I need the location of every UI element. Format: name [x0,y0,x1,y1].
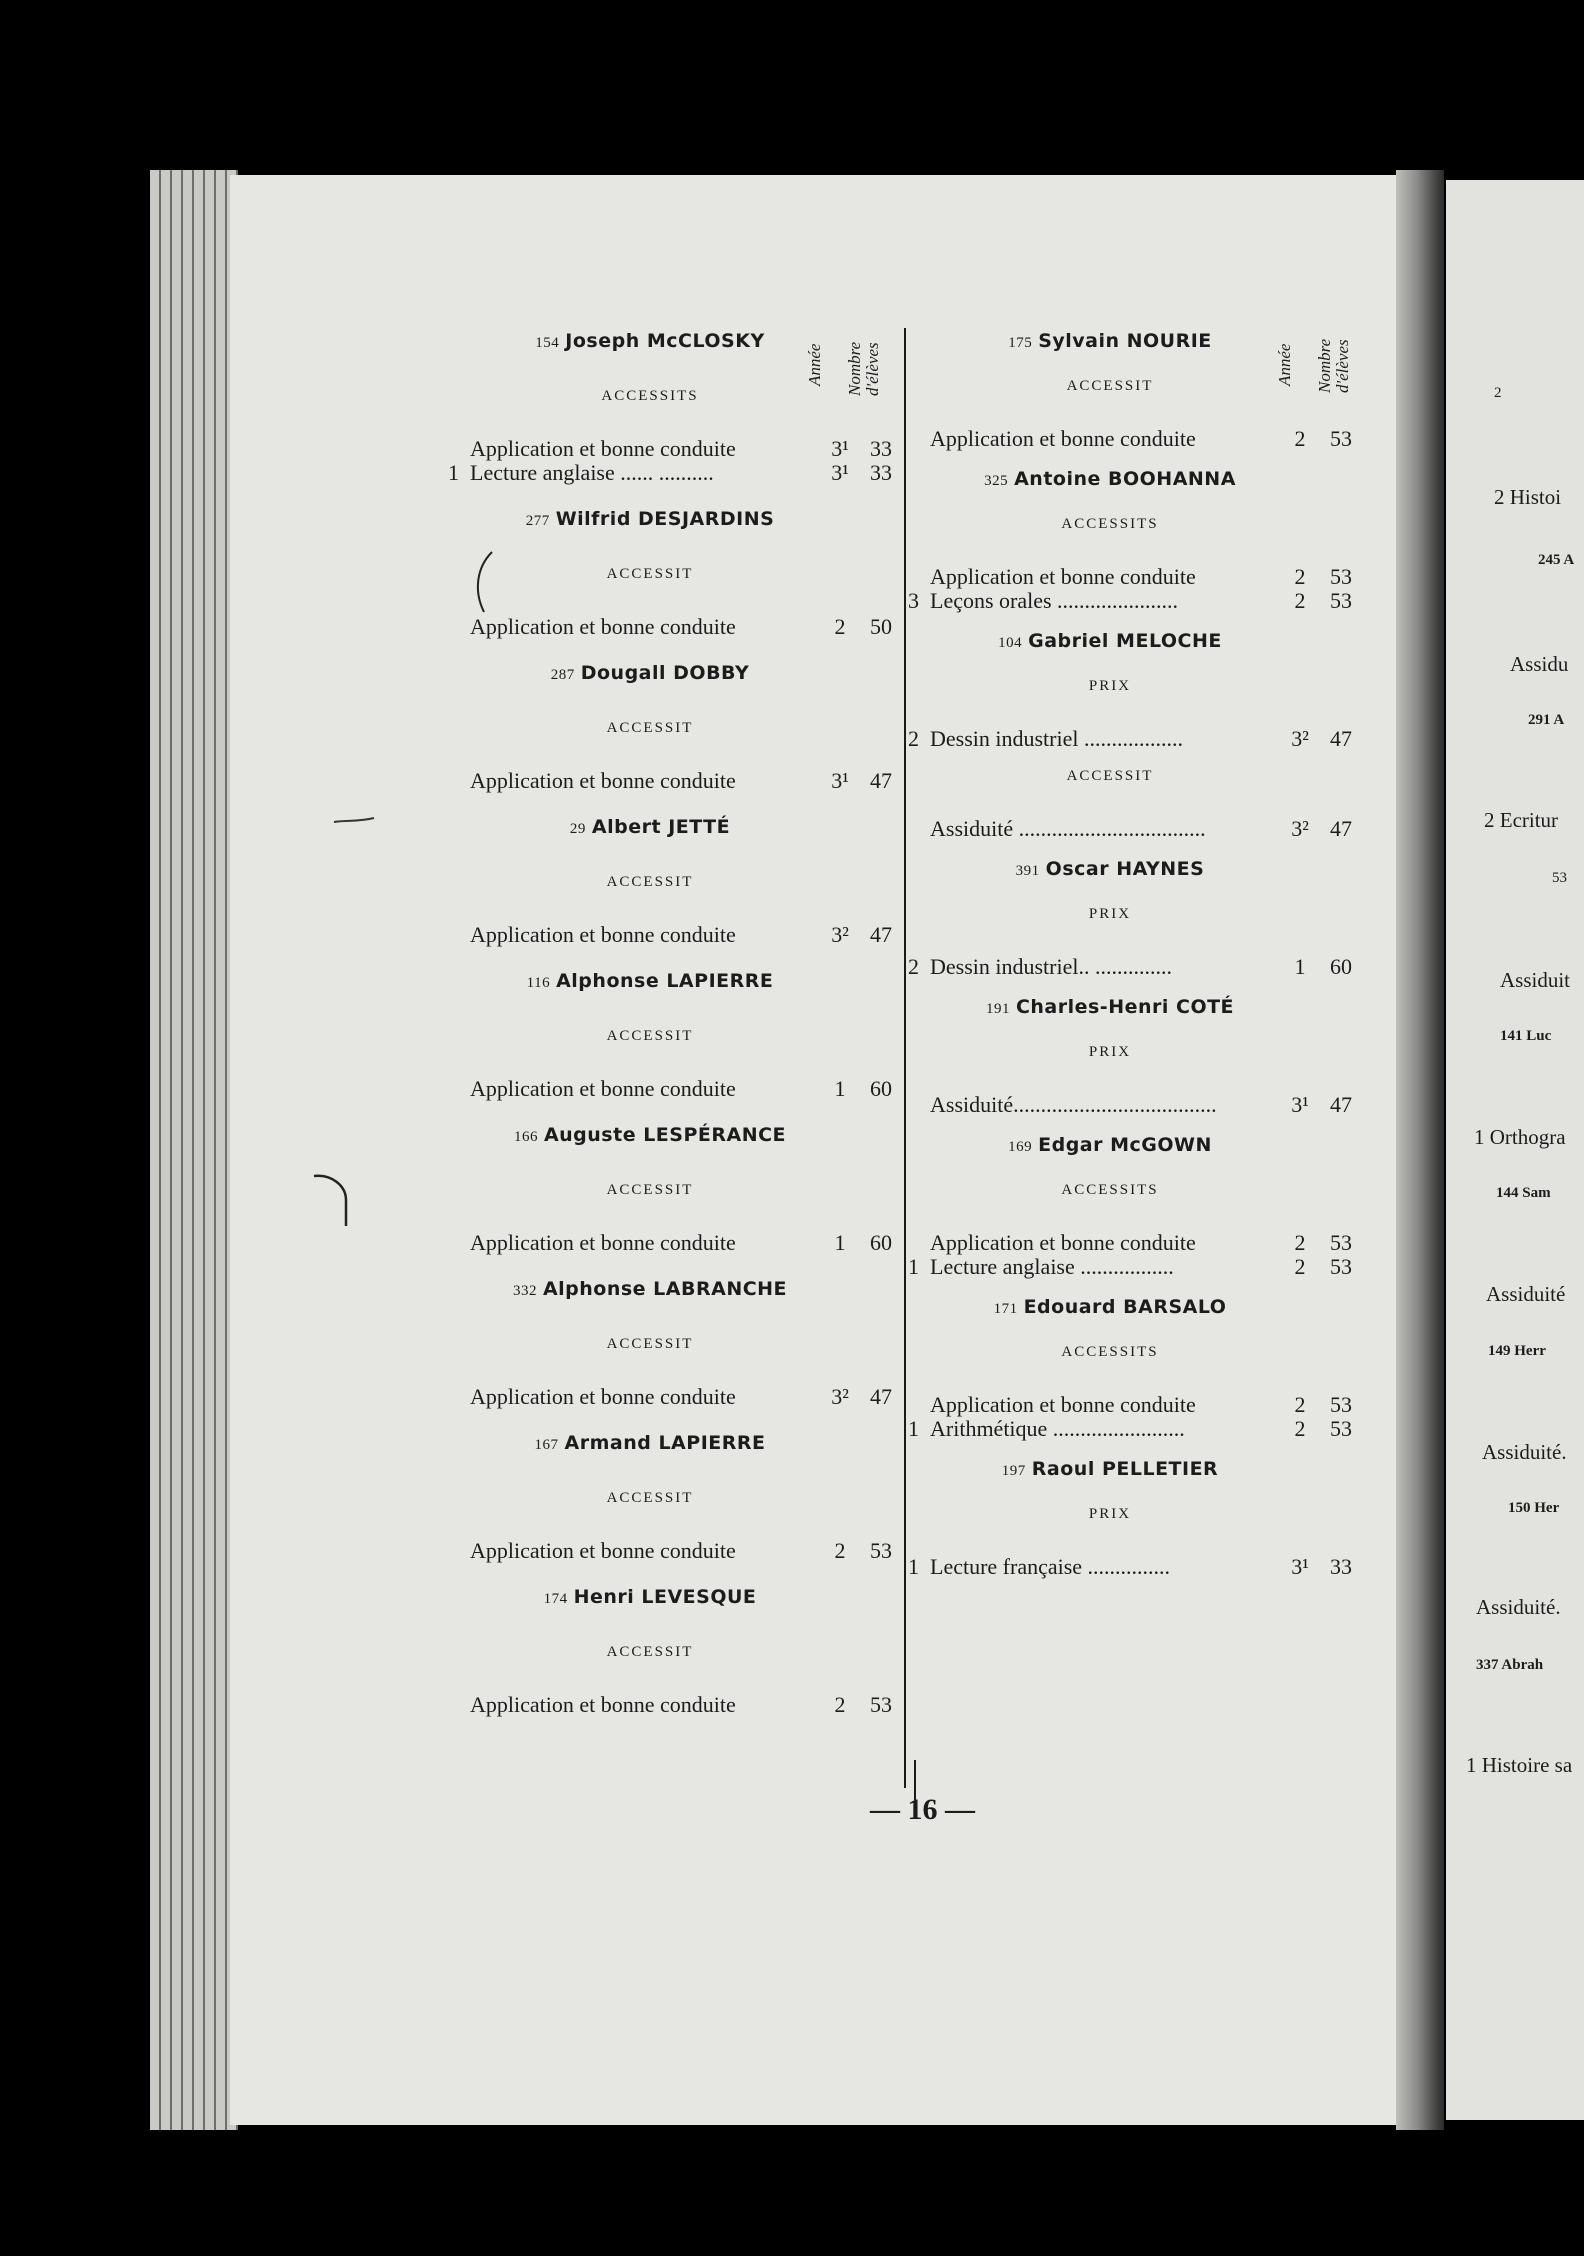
award-nombre: 53 [1330,1392,1352,1417]
header-annee: Année [805,343,824,387]
student-name-text: Armand LAPIERRE [564,1432,766,1454]
student-name-text: Alphonse LAPIERRE [556,970,774,992]
fragment: 144 Sam [1496,1185,1551,1201]
student-name [470,662,830,684]
handwritten-dash-mark [330,810,380,830]
award-subject: Assiduité..................................... [930,1092,1217,1117]
handwritten-hook-mark [310,1170,360,1230]
award-nombre: 53 [1330,1230,1352,1255]
award-nombre: 53 [1330,564,1352,589]
award-annee: 3¹ [831,768,849,793]
award-row [930,564,1390,590]
award-row [908,588,1390,614]
award-nombre: 60 [1330,954,1352,979]
award-subject: Application et bonne conduite [930,1230,1196,1255]
header-annee-right: Année [1275,343,1294,387]
award-row [908,1254,1390,1280]
award-rank: 1 [908,1416,919,1441]
award-annee: 2 [834,1538,846,1563]
fragment: 2 Ecritur [1484,808,1559,832]
student-number: 116 [526,975,551,991]
student-number: 332 [512,1283,537,1299]
fragment: 2 Histoi [1494,485,1562,509]
award-section: ACCESSITS [601,388,699,404]
award-row [470,614,930,640]
award-row [930,1230,1390,1256]
award-row [470,1230,930,1256]
student-name-text: Alphonse LABRANCHE [542,1278,788,1300]
award-subject: Application et bonne conduite [470,1230,736,1255]
student-name-text: Edouard BARSALO [1023,1296,1227,1318]
award-row [930,816,1390,842]
student-name [930,330,1290,352]
award-nombre: 47 [1330,1092,1352,1117]
award-annee: 1 [834,1230,846,1255]
award-nombre: 60 [870,1076,892,1101]
student-name [470,1432,830,1454]
student-name [930,1296,1290,1318]
award-annee: 2 [1294,588,1306,613]
student-number: 169 [1008,1139,1033,1155]
award-section: ACCESSIT [606,1336,694,1352]
award-subject: Application et bonne conduite [470,1384,736,1409]
fragment: 1 Orthogra [1474,1125,1566,1149]
fragment: 53 [1552,870,1567,886]
award-row [908,1554,1390,1580]
student-name [930,1458,1290,1480]
award-subject: Lecture anglaise ...... .......... [470,460,714,485]
award-subject: Leçons orales ...................... [930,588,1179,613]
award-annee: 2 [1294,1254,1306,1279]
award-annee: 3² [1291,726,1309,751]
award-subject: Application et bonne conduite [470,1076,736,1101]
award-rank: 1 [448,460,459,485]
award-nombre: 33 [1330,1554,1352,1579]
award-nombre: 53 [1330,426,1352,451]
student-number: 171 [993,1301,1018,1317]
fragment: Assidu [1510,652,1569,676]
award-nombre: 53 [1330,1416,1352,1441]
student-name [930,996,1290,1018]
award-rank: 2 [908,954,919,979]
student-number: 191 [985,1001,1010,1017]
fragment: 291 A [1528,712,1565,728]
student-name-text: Henri LEVESQUE [573,1586,757,1608]
award-row [930,426,1390,452]
student-name [930,630,1290,652]
award-section: ACCESSIT [606,1028,694,1044]
award-subject: Application et bonne conduite [470,614,736,639]
student-number: 325 [984,473,1009,489]
award-annee: 3¹ [1291,1554,1309,1579]
award-section: ACCESSIT [606,566,694,582]
fragment: Assiduité. [1476,1595,1561,1619]
award-row [908,726,1390,752]
award-annee: 1 [834,1076,846,1101]
student-number: 277 [525,513,550,529]
award-section: ACCESSIT [606,1644,694,1660]
fragment: 2 [1494,385,1502,401]
student-number: 391 [1015,863,1040,879]
award-nombre: 47 [870,922,892,947]
award-subject: Application et bonne conduite [470,436,736,461]
award-row [470,768,930,794]
award-nombre: 33 [870,436,892,461]
award-annee: 2 [834,1692,846,1717]
award-rank: 1 [908,1554,919,1579]
award-subject: Lecture française ............... [930,1554,1171,1579]
student-name-text: Sylvain NOURIE [1038,330,1212,352]
student-number: 104 [998,635,1023,651]
page-number: — 16 — [870,1793,975,1826]
award-section: ACCESSIT [606,874,694,890]
student-name [470,330,830,352]
fragment: 1 Histoire sa [1466,1753,1573,1777]
header-nombre-right: Nombre d'élèves [1315,338,1352,394]
award-annee: 2 [834,614,846,639]
student-name-text: Raoul PELLETIER [1031,1458,1219,1480]
award-nombre: 47 [1330,726,1352,751]
award-section: ACCESSIT [606,1182,694,1198]
header-nombre: Nombre d'élèves [845,341,882,397]
award-section: ACCESSIT [606,1490,694,1506]
book-page-edges [150,170,238,2130]
award-annee: 3¹ [1291,1092,1309,1117]
award-rank: 3 [908,588,919,613]
award-subject: Arithmétique ........................ [930,1416,1185,1441]
award-subject: Dessin industriel .................. [930,726,1183,751]
award-row [470,1076,930,1102]
student-name-text: Charles-Henri COTÉ [1015,996,1235,1018]
student-number: 154 [535,335,560,351]
student-name-text: Wilfrid DESJARDINS [555,508,775,530]
award-annee: 2 [1294,1230,1306,1255]
award-section: ACCESSITS [1061,516,1159,532]
award-section: PRIX [1088,906,1132,922]
award-nombre: 53 [870,1538,892,1563]
award-row [448,460,930,486]
award-annee: 2 [1294,1416,1306,1441]
award-nombre: 53 [1330,588,1352,613]
student-name-text: Oscar HAYNES [1045,858,1205,880]
student-name [930,858,1290,880]
award-subject: Application et bonne conduite [470,922,736,947]
student-name [470,1278,830,1300]
award-section: ACCESSIT [1066,768,1154,784]
award-annee: 3² [1291,816,1309,841]
student-number: 197 [1001,1463,1026,1479]
fragment: 337 Abrah [1476,1657,1544,1673]
award-row [470,922,930,948]
award-section: PRIX [1088,1044,1132,1060]
award-nombre: 53 [1330,1254,1352,1279]
award-rank: 2 [908,726,919,751]
fragment: 150 Her [1508,1500,1560,1516]
student-name [470,1124,830,1146]
award-row [470,1692,930,1718]
award-section: ACCESSITS [1061,1344,1159,1360]
award-subject: Application et bonne conduite [930,564,1196,589]
award-rank: 1 [908,1254,919,1279]
award-subject: Application et bonne conduite [470,1692,736,1717]
award-row [908,954,1390,980]
award-annee: 3¹ [831,460,849,485]
award-nombre: 47 [870,1384,892,1409]
award-section: PRIX [1088,678,1132,694]
fragment: Assiduité [1486,1282,1566,1306]
award-annee: 2 [1294,1392,1306,1417]
student-number: 175 [1008,335,1033,351]
award-row [470,1538,930,1564]
student-name-text: Albert JETTÉ [591,816,731,838]
fragment: 245 A [1538,552,1575,568]
student-number: 166 [513,1129,538,1145]
student-name-text: Edgar McGOWN [1038,1134,1212,1156]
student-number: 287 [550,667,575,683]
student-name [470,970,830,992]
handwritten-bracket-mark [470,548,500,618]
column-divider [904,328,906,1788]
award-nombre: 50 [870,614,892,639]
student-number: 174 [543,1591,568,1607]
fragment: 141 Luc [1500,1028,1552,1044]
student-number: 29 [569,821,586,837]
award-section: ACCESSIT [606,720,694,736]
award-nombre: 33 [870,460,892,485]
award-row [908,1416,1390,1442]
award-section: ACCESSITS [1061,1182,1159,1198]
award-nombre: 47 [870,768,892,793]
award-row [930,1092,1390,1118]
award-subject: Application et bonne conduite [930,1392,1196,1417]
award-section: PRIX [1088,1506,1132,1522]
award-nombre: 60 [870,1230,892,1255]
award-annee: 3² [831,1384,849,1409]
award-nombre: 53 [870,1692,892,1717]
student-name-text: Joseph McCLOSKY [565,330,765,352]
award-annee: 3¹ [831,436,849,461]
student-name [470,816,830,838]
award-annee: 2 [1294,564,1306,589]
award-annee: 2 [1294,426,1306,451]
award-subject: Dessin industriel.. .............. [930,954,1172,979]
book-gutter [1396,170,1444,2130]
student-name-text: Gabriel MELOCHE [1028,630,1222,652]
award-annee: 3² [831,922,849,947]
award-subject: Assiduité .................................. [930,816,1206,841]
award-row [470,1384,930,1410]
award-row [930,1392,1390,1418]
award-annee: 1 [1294,954,1306,979]
award-nombre: 47 [1330,816,1352,841]
student-name [930,1134,1290,1156]
student-name-text: Antoine BOOHANNA [1014,468,1236,490]
award-subject: Lecture anglaise ................. [930,1254,1174,1279]
student-number: 167 [534,1437,559,1453]
student-name [470,508,830,530]
award-subject: Application et bonne conduite [470,768,736,793]
facing-page [1446,180,1584,2120]
award-subject: Application et bonne conduite [470,1538,736,1563]
fragment: Assiduit [1500,968,1571,992]
student-name [930,468,1290,490]
student-name-text: Auguste LESPÉRANCE [543,1124,787,1146]
fragment: Assiduité. [1482,1440,1567,1464]
student-name-text: Dougall DOBBY [580,662,750,684]
award-section: ACCESSIT [1066,378,1154,394]
award-subject: Application et bonne conduite [930,426,1196,451]
student-name [470,1586,830,1608]
award-row [470,436,930,462]
fragment: 149 Herr [1488,1343,1546,1359]
